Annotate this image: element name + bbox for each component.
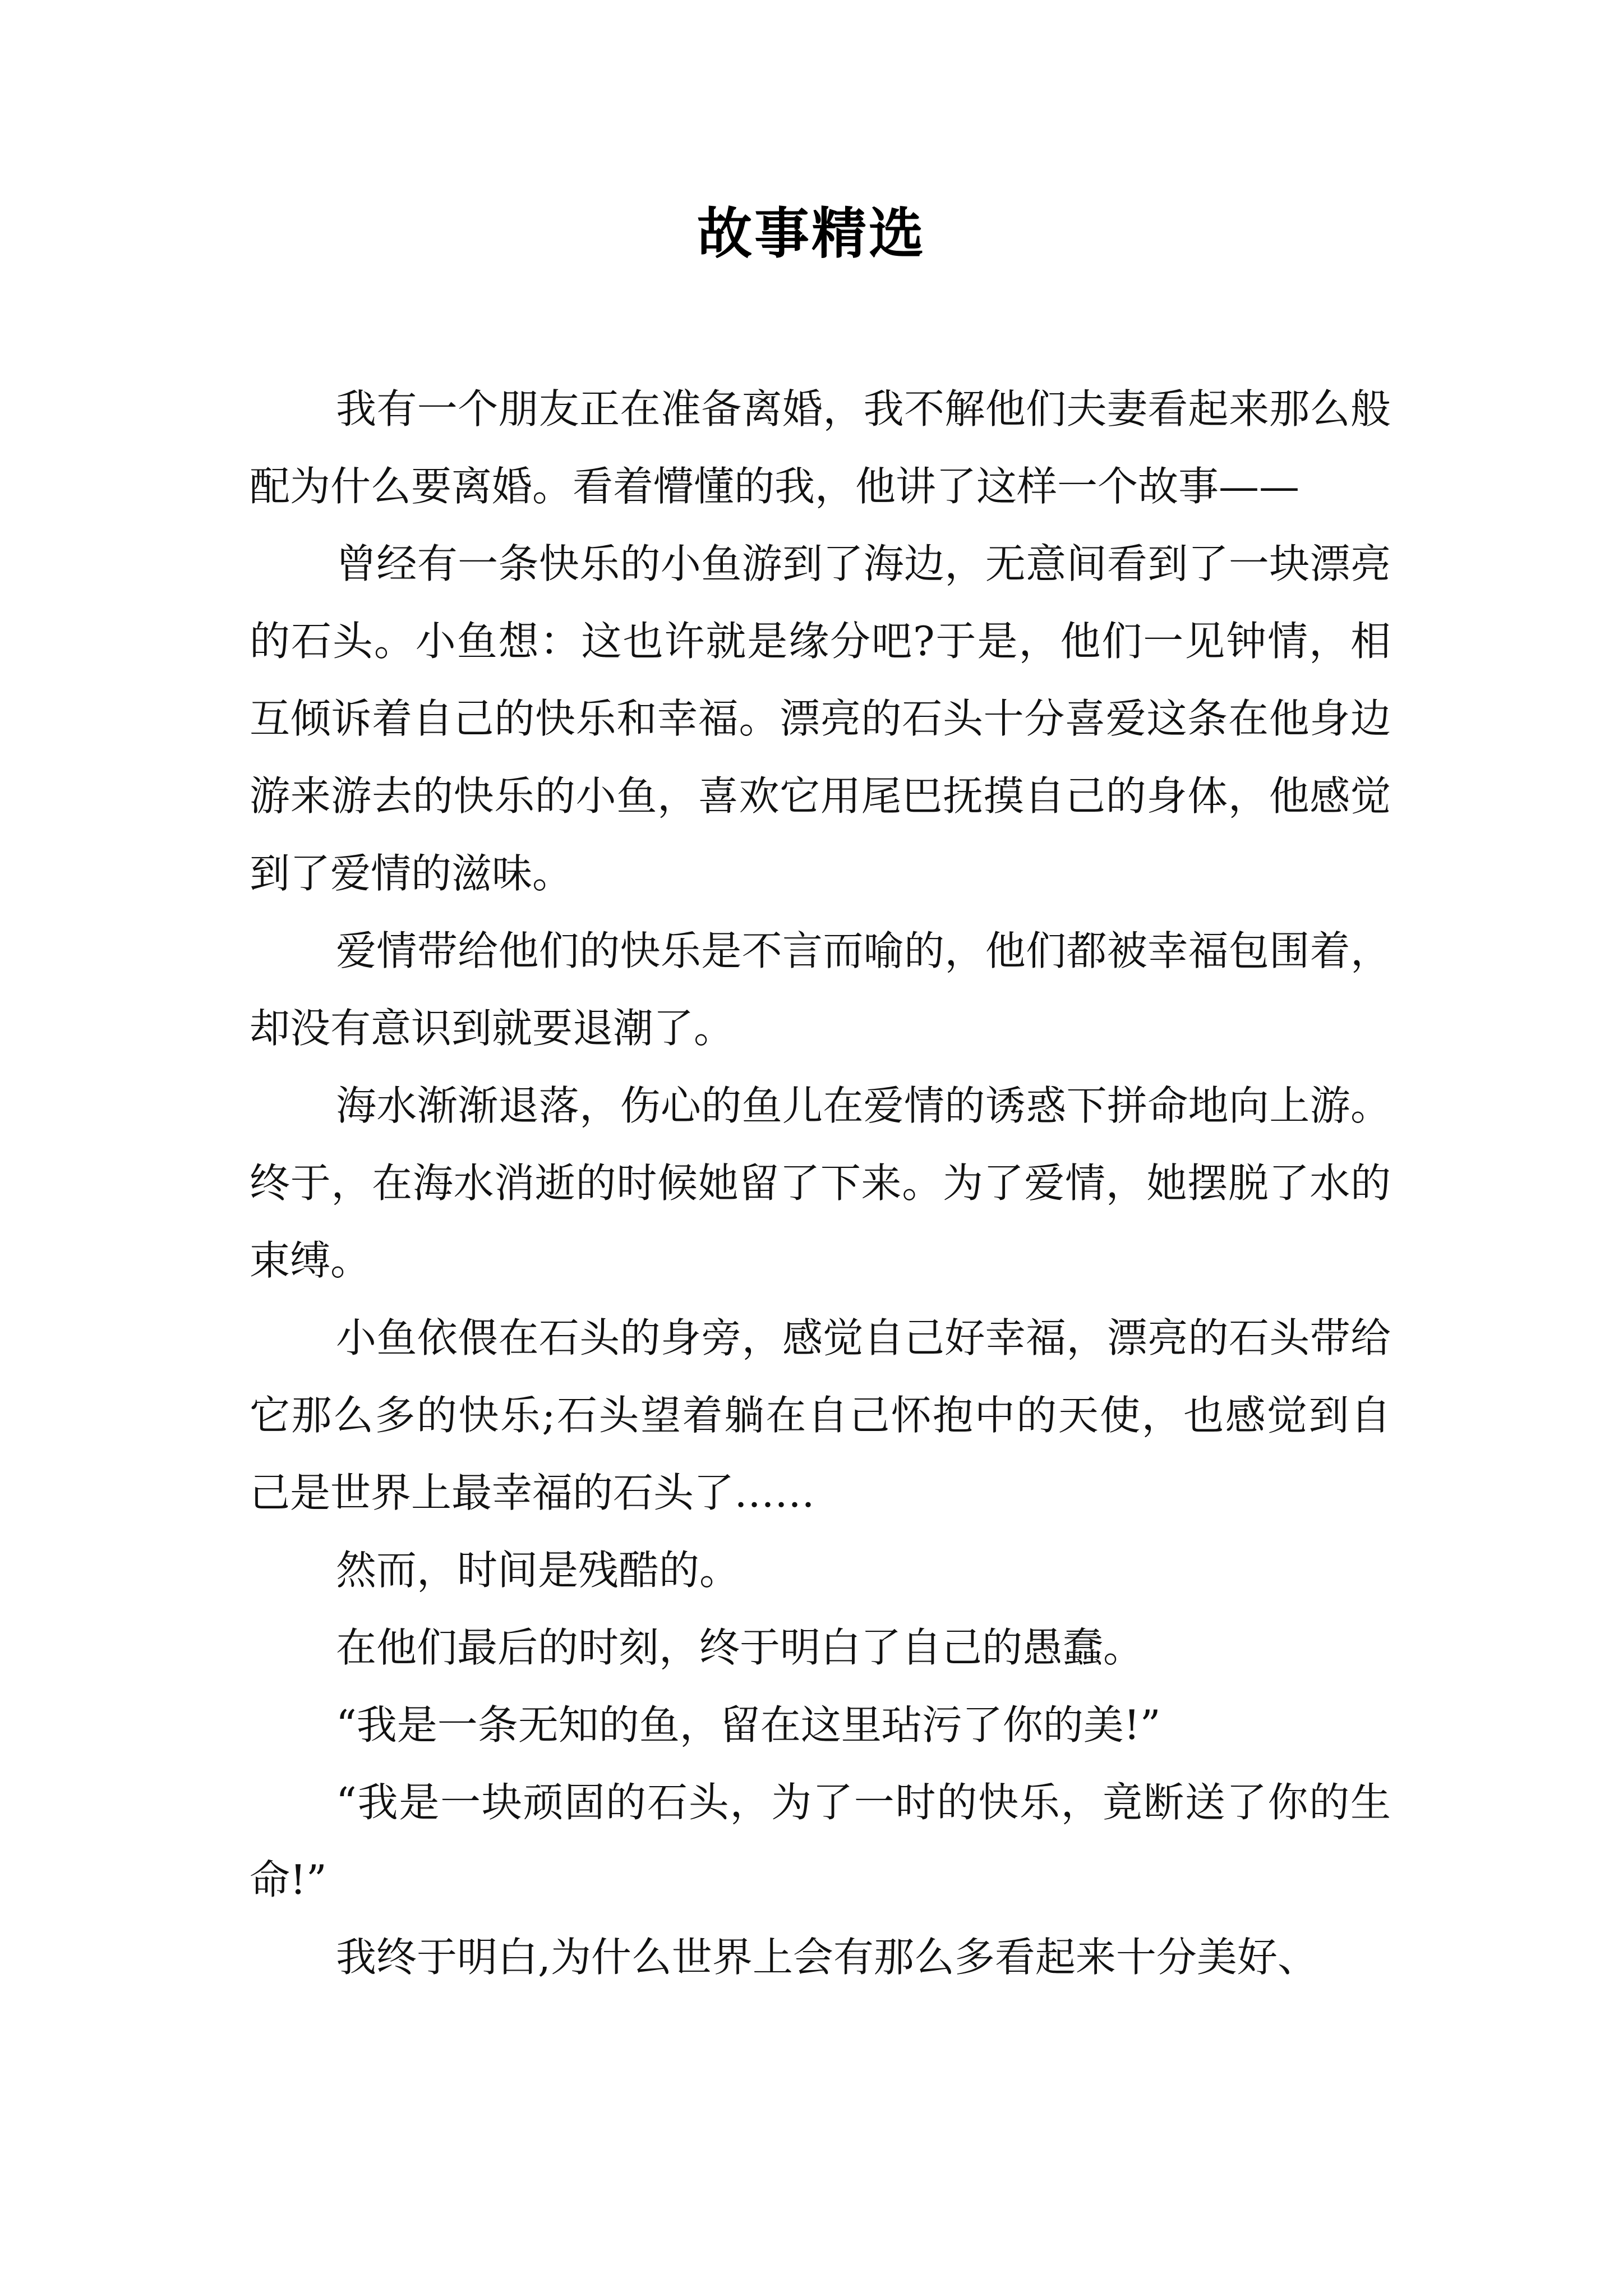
paragraph-5: 小鱼依偎在石头的身旁，感觉自己好幸福，漂亮的石头带给它那么多的快乐;石头望着躺在自己怀抱中的天使，也感觉到自己是世界上最幸福的石头了…… xyxy=(250,1314,1391,1516)
paragraph-7: 在他们最后的时刻，终于明白了自己的愚蠢。 xyxy=(336,1624,1144,1671)
page-title: 故事精选 xyxy=(697,201,926,266)
paragraph-3: 爱情带给他们的快乐是不言而喻的，他们都被幸福包围着，却没有意识到就要退潮了。 xyxy=(250,927,1391,1052)
paragraph-2: 曾经有一条快乐的小鱼游到了海边，无意间看到了一块漂亮的石头。小鱼想：这也许就是缘分吧?于是，他们一见钟情，相互倾诉着自己的快乐和幸福。漂亮的石头十分喜爱这条在他身边游来游去的快乐的小鱼，喜欢它用尾巴抚摸自己的身体，他感觉到了爱情的滋味。 xyxy=(250,540,1391,897)
paragraph-4: 海水渐渐退落，伤心的鱼儿在爱情的诱惑下拼命地向上游。终于，在海水消逝的时候她留了下来。为了爱情，她摆脱了水的束缚。 xyxy=(250,1082,1391,1284)
paragraph-10: 我终于明白,为什么世界上会有那么多看起来十分美好、 xyxy=(336,1934,1318,1981)
paragraph-9: “我是一块顽固的石头，为了一时的快乐，竟断送了你的生命!” xyxy=(250,1779,1391,1903)
paragraph-1: 我有一个朋友正在准备离婚，我不解他们夫妻看起来那么般配为什么要离婚。看着懵懂的我，他讲了这样一个故事—— xyxy=(250,385,1391,510)
story-body xyxy=(250,370,1391,1996)
paragraph-8: “我是一条无知的鱼，留在这里玷污了你的美!” xyxy=(336,1701,1161,1749)
paragraph-6: 然而，时间是残酷的。 xyxy=(336,1547,740,1594)
